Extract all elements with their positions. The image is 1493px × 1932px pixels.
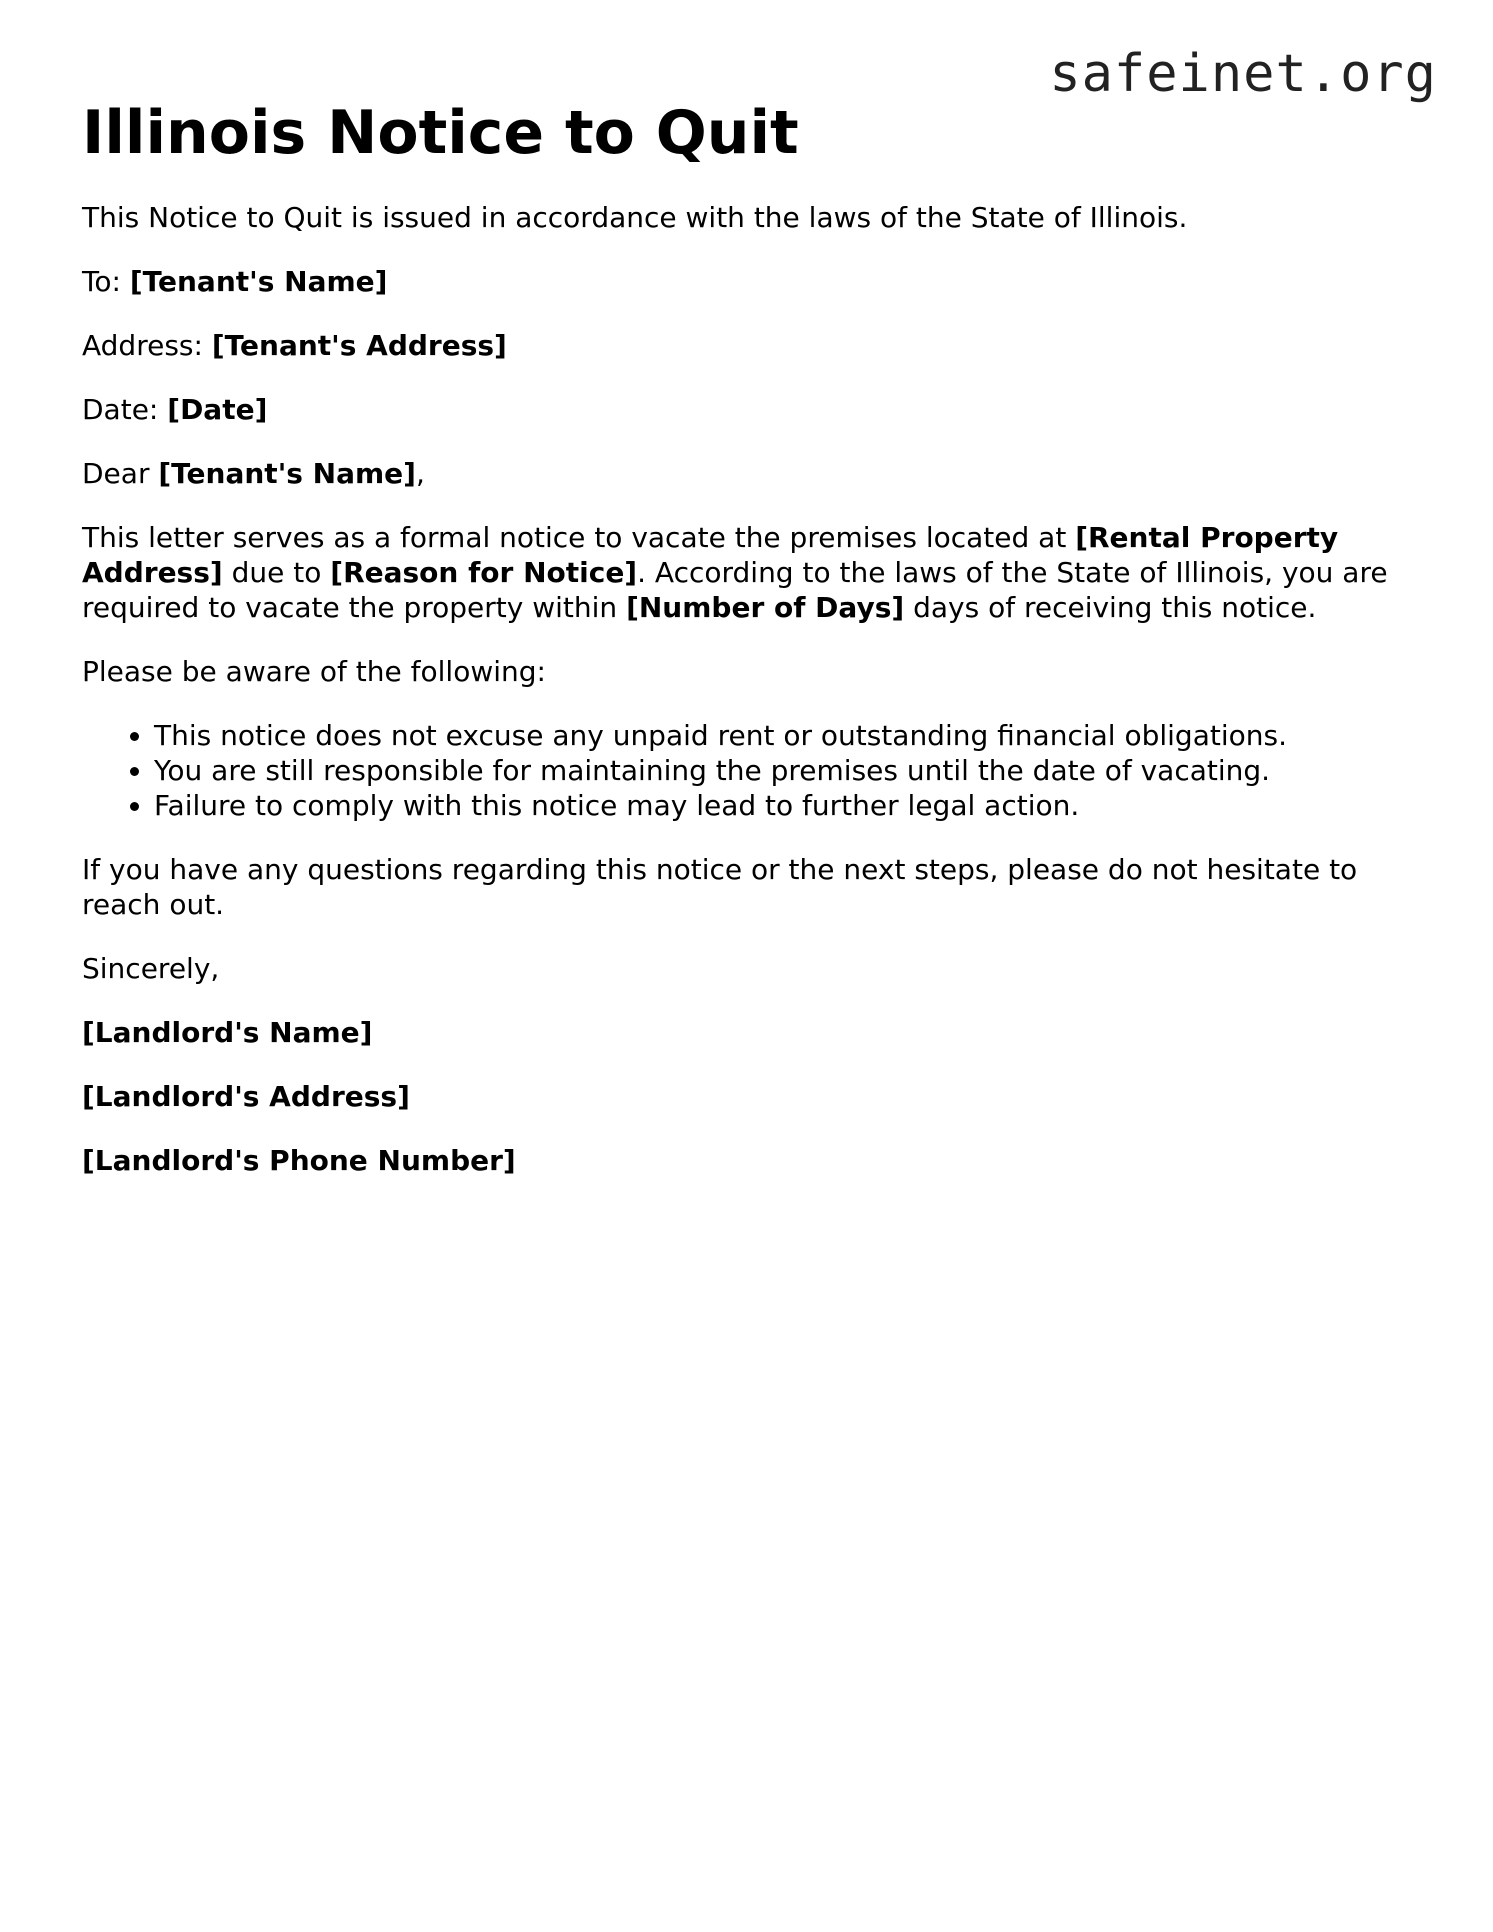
list-item: • This notice does not excuse any unpaid rent or outstanding financial obligations. — [154, 718, 1412, 753]
date-value: [Date] — [167, 393, 268, 426]
closing: Sincerely, — [82, 952, 220, 985]
address-value: [Tenant's Address] — [211, 329, 507, 362]
salutation-line — [82, 456, 1412, 491]
salutation-suffix: , — [415, 457, 425, 490]
body-text-1: This letter serves as a formal notice to vacate the premises located at — [82, 521, 1067, 554]
signature-phone — [82, 1143, 1412, 1178]
body-text-4: days of receiving this notice. — [913, 591, 1317, 624]
reason-placeholder: [Reason for Notice] — [330, 556, 638, 589]
body-text-2: due to — [231, 556, 322, 589]
landlord-name: [Landlord's Name] — [82, 1016, 373, 1049]
rental-property-placeholder: [Rental Property Address] — [82, 521, 1339, 589]
page-title: Illinois Notice to Quit — [82, 98, 799, 168]
date-label: Date: — [82, 393, 159, 426]
intro-paragraph: This Notice to Quit is issued in accordance with the laws of the State of Illinois. — [82, 201, 1188, 234]
to-label: To: — [82, 265, 121, 298]
salutation-prefix: Dear — [82, 457, 150, 490]
landlord-address: [Landlord's Address] — [82, 1080, 410, 1113]
document-page — [82, 100, 1412, 1207]
address-label: Address: — [82, 329, 203, 362]
watermark: safeinet.org — [1049, 44, 1437, 104]
questions-paragraph: If you have any questions regarding this notice or the next steps, please do not hesitate to reach out. — [82, 853, 1358, 921]
to-line — [82, 264, 1412, 299]
date-line — [82, 392, 1412, 427]
notice-bullet-list — [82, 718, 1412, 823]
days-placeholder: [Number of Days] — [626, 591, 905, 624]
body-text-3: . According to the laws of the State of Illinois, you are required to vacate the property within — [82, 556, 1388, 624]
list-item: • You are still responsible for maintaining the premises until the date of vacating. — [154, 753, 1412, 788]
address-line — [82, 328, 1412, 363]
salutation-name: [Tenant's Name] — [158, 457, 416, 490]
list-item: • Failure to comply with this notice may lead to further legal action. — [154, 788, 1412, 823]
landlord-phone: [Landlord's Phone Number] — [82, 1144, 516, 1177]
body-paragraph — [82, 520, 1412, 625]
to-value: [Tenant's Name] — [129, 265, 388, 298]
signature-name — [82, 1015, 1412, 1050]
aware-intro: Please be aware of the following: — [82, 655, 546, 688]
signature-address — [82, 1079, 1412, 1114]
